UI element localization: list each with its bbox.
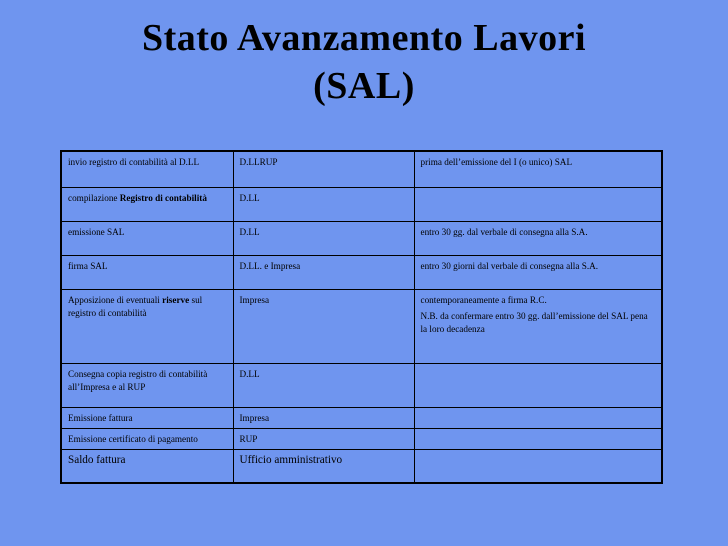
table-cell: prima dell’emissione del I (o unico) SAL [414, 151, 662, 187]
table-row [61, 187, 662, 221]
table-cell: Impresa [233, 289, 414, 363]
table-row [61, 151, 662, 187]
table-row [61, 449, 662, 483]
table-row [61, 407, 662, 428]
cell-bold-text: Registro di contabilità [119, 192, 207, 203]
cell-text: Apposizione di eventuali [68, 294, 163, 305]
table-cell: firma SAL [61, 255, 233, 289]
sal-table [60, 150, 663, 484]
table-row [61, 428, 662, 449]
table-cell [61, 187, 233, 221]
title-line-1: Stato Avanzamento Lavori [141, 17, 587, 59]
table-row [61, 255, 662, 289]
table-cell: D.LL. e Impresa [233, 255, 414, 289]
table-cell: Impresa [233, 407, 414, 428]
table-cell: entro 30 gg. dal verbale di consegna alla S.A. [414, 221, 662, 255]
table-cell [414, 187, 662, 221]
table-cell [414, 363, 662, 407]
table-cell [414, 407, 662, 428]
table-cell: Consegna copia registro di contabilità all’Impresa e al RUP [61, 363, 233, 407]
cell-line: contemporaneamente a firma R.C. [420, 294, 547, 305]
title-line-2: (SAL) [313, 65, 415, 107]
table-cell: D.LLRUP [233, 151, 414, 187]
table-cell: entro 30 giorni dal verbale di consegna alla S.A. [414, 255, 662, 289]
table-cell [414, 428, 662, 449]
cell-text: compilazione [68, 192, 120, 203]
table-cell: D.LL [233, 363, 414, 407]
table-cell [414, 449, 662, 483]
cell-bold-text: riserve [162, 294, 190, 305]
table-cell: Saldo fattura [61, 449, 233, 483]
table-cell [414, 289, 662, 363]
table-cell: emissione SAL [61, 221, 233, 255]
table-row [61, 221, 662, 255]
table-cell: Ufficio amministrativo [233, 449, 414, 483]
table-cell: invio registro di contabilità al D.LL [61, 151, 233, 187]
table-cell: D.LL [233, 187, 414, 221]
table-row [61, 289, 662, 363]
table-cell: RUP [233, 428, 414, 449]
cell-text: sul registro di contabilità [68, 294, 203, 318]
table-row [61, 363, 662, 407]
table-cell [61, 289, 233, 363]
table-cell: Emissione certificato di pagamento [61, 428, 233, 449]
table-cell: Emissione fattura [61, 407, 233, 428]
table-cell: D.LL [233, 221, 414, 255]
slide-title [0, 14, 728, 110]
cell-line: N.B. da confermare entro 30 gg. dall’emissione del SAL pena la loro decadenza [420, 310, 648, 334]
